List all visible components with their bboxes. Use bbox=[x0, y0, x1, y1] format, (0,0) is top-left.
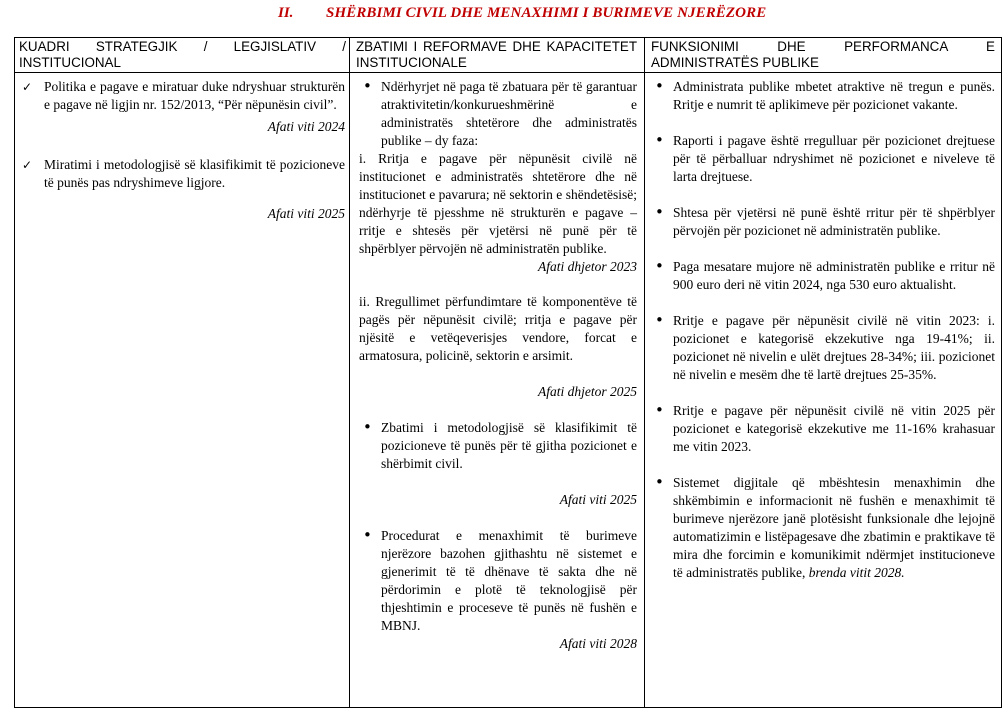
list-item bbox=[359, 419, 637, 473]
bullet-icon: • bbox=[655, 257, 664, 275]
bullet-icon: • bbox=[655, 473, 664, 491]
column-divider bbox=[644, 38, 645, 707]
header-divider bbox=[15, 72, 1001, 73]
item-text: Sistemet digjitale që mbështesin menaxhimin dhe shkëmbimin e informacionit në fushën e menaxhimit të burimeve njerëzore janë plotësisht funksionale dhe lejojnë automatizimin e listëpagesave dhe zbatimin e praktikave të mira dhe forcimin e komunikimit ndërmjet institucioneve të administratës publike, bbox=[673, 475, 995, 580]
bullet-icon: • bbox=[363, 418, 372, 436]
item-text: Miratimi i metodologjisë së klasifikimit të pozicioneve të punës pas ndryshimeve ligjore. bbox=[44, 157, 345, 190]
list-item bbox=[651, 312, 995, 384]
item-deadline-inline: brenda vitit 2028. bbox=[808, 565, 905, 580]
header-strategic-framework: KUADRI STRATEGJIK / LEGJISLATIV / INSTITUCIONAL bbox=[19, 39, 346, 70]
section-number: II. bbox=[278, 5, 294, 21]
deadline-text: Afati viti 2028 bbox=[559, 636, 637, 651]
sub-item: ii. Rregullimet përfundimtare të komponentëve të pagës për nëpunësit civilë; rritja e pagave për njësitë e vetëqeverisjes vendore, forcat e armatosura, policinë, sektorin e arsimit. bbox=[359, 294, 637, 363]
column-divider bbox=[349, 38, 350, 707]
list-item bbox=[22, 156, 345, 192]
section-heading: SHËRBIMI CIVIL DHE MENAXHIMI I BURIMEVE NJERËZORE bbox=[326, 5, 767, 21]
bullet-icon: • bbox=[363, 77, 372, 95]
deadline-text: Afati viti 2025 bbox=[267, 206, 345, 221]
deadline-text: Afati dhjetor 2025 bbox=[538, 384, 637, 399]
column-reform-implementation bbox=[359, 78, 637, 653]
bullet-icon: • bbox=[655, 77, 664, 95]
list-item bbox=[651, 204, 995, 240]
sub-item: i. Rritja e pagave për nëpunësit civilë në institucionet e administratës shtetërore dhe në institucionet e pavarura; në sektorin e shëndetësisë; ndërhyrje të pjesshme në strukturën e pagave – rritje e shtesës për vjetërsi në punë për të shpërblyer përvojën në administratën publike. bbox=[359, 151, 637, 256]
bullet-icon: • bbox=[655, 131, 664, 149]
bullet-icon: • bbox=[655, 401, 664, 419]
header-reform-implementation: ZBATIMI I REFORMAVE DHE KAPACITETET INSTITUCIONALE bbox=[356, 39, 637, 70]
list-item bbox=[359, 527, 637, 635]
item-text: Raporti i pagave është rregulluar për pozicionet drejtuese për të përballuar ndryshimet në pozicionet e niveleve të larta drejtuese. bbox=[673, 133, 995, 184]
reform-table bbox=[14, 37, 1002, 708]
item-text: Politika e pagave e miratuar duke ndryshuar strukturën e pagave në ligjin nr. 152/2013, “Për nëpunësin civil”. bbox=[44, 79, 345, 112]
list-item bbox=[651, 474, 995, 582]
item-text: Rritje e pagave për nëpunësit civilë në vitin 2023: i. pozicionet e kategorisë ekzekutive nga 19-41%; ii. pozicionet në nivelin e ulët drejtues 28-34%; iii. pozicionet në nivelin e mesëm dhe të lartë drejtues 25-35%. bbox=[673, 313, 995, 382]
list-item bbox=[651, 402, 995, 456]
deadline-text: Afati viti 2024 bbox=[267, 119, 345, 134]
item-text: Shtesa për vjetërsi në punë është rritur për të shpërblyer përvojën për pozicionet në administratën publike. bbox=[673, 205, 995, 238]
section-title bbox=[0, 5, 1004, 27]
checkmark-icon: ✓ bbox=[22, 80, 33, 94]
item-text: Procedurat e menaxhimit të burimeve njerëzore bazohen gjithashtu në sistemet e gjenerimit të të dhënave të sakta dhe në përdorimin e plotë të teknologjisë për thjeshtimin e proceseve të punës në fushën e MBNJ. bbox=[381, 528, 637, 633]
list-item bbox=[22, 78, 345, 114]
deadline-text: Afati viti 2025 bbox=[559, 492, 637, 507]
list-item bbox=[651, 78, 995, 114]
item-text: Administrata publike mbetet atraktive në tregun e punës. Rritje e numrit të aplikimeve për pozicionet vakante. bbox=[673, 79, 995, 112]
list-item bbox=[651, 258, 995, 294]
item-text: Paga mesatare mujore në administratën publike e rritur në 900 euro deri në vitin 2024, nga 530 euro aktualisht. bbox=[673, 259, 995, 292]
list-item bbox=[359, 78, 637, 150]
bullet-icon: • bbox=[363, 526, 372, 544]
bullet-icon: • bbox=[655, 203, 664, 221]
checkmark-icon: ✓ bbox=[22, 158, 33, 172]
list-item bbox=[651, 132, 995, 186]
item-text: Zbatimi i metodologjisë së klasifikimit të pozicioneve të punës për të gjitha pozicionet e shërbimit civil. bbox=[381, 420, 637, 471]
deadline-text: Afati dhjetor 2023 bbox=[538, 259, 637, 274]
bullet-icon: • bbox=[655, 311, 664, 329]
item-text: Ndërhyrjet në paga të zbatuara për të garantuar atraktivitetin/konkurueshmërinë e administratës shtetërore dhe administratës publike – dy faza: bbox=[381, 79, 637, 148]
item-text: Rritje e pagave për nëpunësit civilë në vitin 2025 për pozicionet e kategorisë ekzekutive me 11-16% krahasuar me vitin 2023. bbox=[673, 403, 995, 454]
column-functioning-performance bbox=[651, 78, 995, 582]
header-functioning-performance: FUNKSIONIMI DHE PERFORMANCA E ADMINISTRATËS PUBLIKE bbox=[651, 39, 995, 70]
column-strategic-framework bbox=[22, 78, 345, 223]
